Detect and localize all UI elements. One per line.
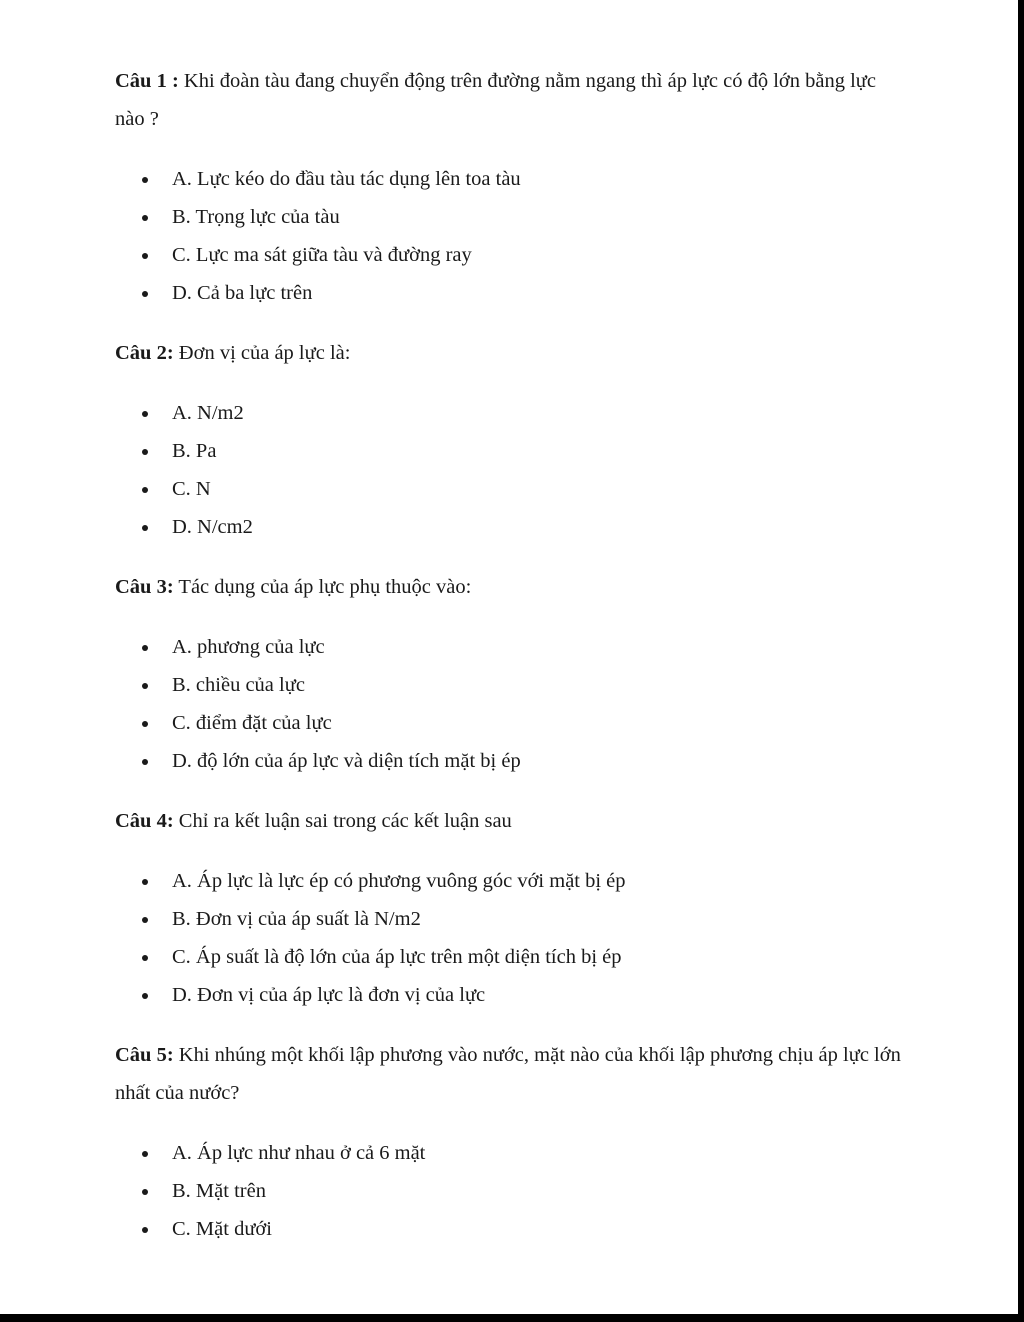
option-item <box>115 628 905 666</box>
option-item <box>115 394 905 432</box>
bullet-icon <box>142 1227 148 1233</box>
question-text: Tác dụng của áp lực phụ thuộc vào: <box>173 576 472 598</box>
options-list-4 <box>115 862 905 1014</box>
question-5 <box>115 1036 905 1112</box>
option-text: C. Lực ma sát giữa tàu và đường ray <box>172 244 472 266</box>
question-label: Câu 2: <box>115 342 174 364</box>
options-list-2 <box>115 394 905 546</box>
option-item <box>115 862 905 900</box>
option-text: B. Trọng lực của tàu <box>172 206 340 228</box>
bullet-icon <box>142 993 148 999</box>
option-text: A. N/m2 <box>172 402 244 424</box>
bullet-icon <box>142 411 148 417</box>
option-item <box>115 1172 905 1210</box>
option-item <box>115 666 905 704</box>
question-label: Câu 4: <box>115 810 174 832</box>
option-item <box>115 1134 905 1172</box>
option-text: C. Áp suất là độ lớn của áp lực trên một diện tích bị ép <box>172 946 622 968</box>
option-text: C. N <box>172 478 211 500</box>
option-text: D. Đơn vị của áp lực là đơn vị của lực <box>172 984 486 1006</box>
option-item <box>115 900 905 938</box>
options-list-3 <box>115 628 905 780</box>
bullet-icon <box>142 645 148 651</box>
option-text: A. Áp lực như nhau ở cả 6 mặt <box>172 1142 426 1164</box>
option-text: D. Cả ba lực trên <box>172 282 313 304</box>
options-list-1 <box>115 160 905 312</box>
option-text: A. Lực kéo do đầu tàu tác dụng lên toa tàu <box>172 168 521 190</box>
bullet-icon <box>142 487 148 493</box>
question-label: Câu 1 : <box>115 70 179 92</box>
bullet-icon <box>142 917 148 923</box>
options-list-5 <box>115 1134 905 1248</box>
bullet-icon <box>142 525 148 531</box>
option-item <box>115 470 905 508</box>
bullet-icon <box>142 879 148 885</box>
option-text: B. Pa <box>172 440 217 462</box>
option-item <box>115 274 905 312</box>
bullet-icon <box>142 1189 148 1195</box>
bullet-icon <box>142 721 148 727</box>
question-text: Khi nhúng một khối lập phương vào nước, mặt nào của khối lập phương chịu áp lực lớn nhất của nước? <box>115 1044 901 1104</box>
question-1 <box>115 62 905 138</box>
bullet-icon <box>142 1151 148 1157</box>
option-text: C. Mặt dưới <box>172 1218 272 1240</box>
bullet-icon <box>142 215 148 221</box>
question-text: Đơn vị của áp lực là: <box>173 342 351 364</box>
question-2 <box>115 334 905 372</box>
bullet-icon <box>142 291 148 297</box>
question-3 <box>115 568 905 606</box>
option-item <box>115 236 905 274</box>
bullet-icon <box>142 683 148 689</box>
bullet-icon <box>142 759 148 765</box>
option-item <box>115 198 905 236</box>
option-text: C. điểm đặt của lực <box>172 712 332 734</box>
option-item <box>115 432 905 470</box>
option-text: B. Mặt trên <box>172 1180 266 1202</box>
option-item <box>115 976 905 1014</box>
option-item <box>115 938 905 976</box>
question-label: Câu 3: <box>115 576 174 598</box>
bullet-icon <box>142 449 148 455</box>
option-item <box>115 508 905 546</box>
question-4 <box>115 802 905 840</box>
option-item <box>115 742 905 780</box>
option-text: D. N/cm2 <box>172 516 253 538</box>
question-label: Câu 5: <box>115 1044 174 1066</box>
bullet-icon <box>142 177 148 183</box>
option-text: A. Áp lực là lực ép có phương vuông góc với mặt bị ép <box>172 870 626 892</box>
option-text: B. chiều của lực <box>172 674 305 696</box>
question-text: Chỉ ra kết luận sai trong các kết luận sau <box>173 810 512 832</box>
option-text: B. Đơn vị của áp suất là N/m2 <box>172 908 421 930</box>
question-text: Khi đoàn tàu đang chuyển động trên đường nằm ngang thì áp lực có độ lớn bằng lực nào ? <box>115 70 876 130</box>
document-content <box>115 62 905 1270</box>
option-item <box>115 160 905 198</box>
option-item <box>115 1210 905 1248</box>
bullet-icon <box>142 955 148 961</box>
option-text: D. độ lớn của áp lực và diện tích mặt bị ép <box>172 750 521 772</box>
option-text: A. phương của lực <box>172 636 325 658</box>
bullet-icon <box>142 253 148 259</box>
option-item <box>115 704 905 742</box>
